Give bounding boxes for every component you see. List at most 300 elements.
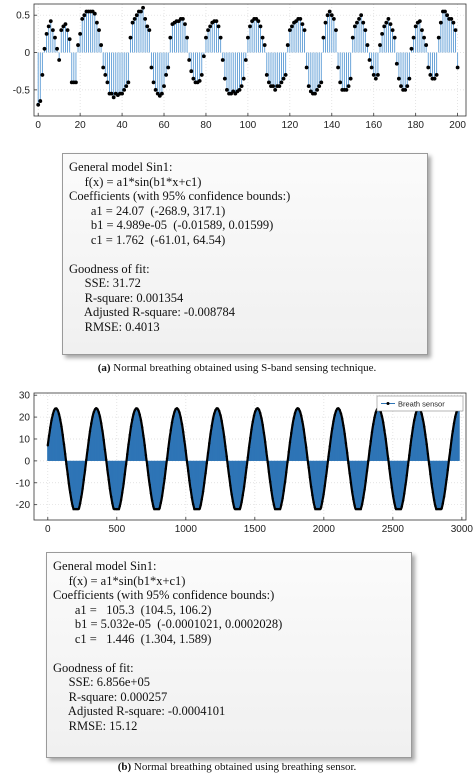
data-point [152,505,154,507]
data-point [427,453,429,455]
data-point [357,17,361,21]
data-point [206,28,210,32]
data-point [131,21,135,25]
data-point [207,452,209,454]
data-point [403,492,405,494]
data-point [230,493,232,495]
data-point [384,438,386,440]
data-point [185,36,189,40]
data-point [223,77,227,81]
data-point [244,476,246,478]
data-point [330,436,332,438]
data-point [261,424,263,426]
data-point [301,22,305,26]
data-point [428,463,430,465]
data-point [351,36,355,40]
data-point [290,432,292,434]
data-point [326,465,328,467]
data-point [79,502,81,504]
data-point [53,36,57,40]
data-point [420,413,422,415]
data-point [243,486,245,488]
data-point [122,88,126,92]
data-point [45,32,49,36]
legend-marker [387,402,390,405]
data-point [342,425,344,427]
data-point [171,421,173,423]
data-point [222,427,224,429]
data-point [298,17,302,21]
data-point [305,446,307,448]
data-point [66,473,68,475]
data-point [343,433,345,435]
y-tick-label: 0 [24,456,30,468]
data-point [177,408,179,410]
data-point [224,445,226,447]
stats-a-line: General model Sin1: [69,160,173,174]
data-point [192,503,194,505]
data-point [96,408,98,410]
data-point [48,435,50,437]
data-point [225,88,229,92]
data-point [242,494,244,496]
data-point [391,487,393,489]
data-point [449,449,451,451]
data-point [209,433,211,435]
data-point [38,99,42,103]
data-point [322,493,324,495]
data-point [353,25,357,29]
data-point [348,472,350,474]
data-point [330,13,334,17]
data-point [423,425,425,427]
data-point [154,88,158,92]
data-point [264,441,266,443]
data-point [103,73,107,77]
data-point [405,84,409,88]
data-point [399,84,403,88]
data-point [445,13,449,17]
data-point [338,81,342,85]
data-point [239,506,241,508]
data-point [168,438,170,440]
data-point [281,497,283,499]
x-tick-label: 120 [281,120,299,131]
data-point [381,415,383,417]
data-point [63,443,65,445]
caption-b-text: Normal breathing obtained using breathing sensor. [133,761,357,773]
data-point [335,410,337,412]
data-point [202,490,204,492]
data-point [439,21,443,25]
data-point [406,474,408,476]
data-point [217,25,221,29]
data-point [206,462,208,464]
data-point [83,479,85,481]
data-point [317,84,321,88]
data-point [51,28,55,32]
data-point [168,36,172,40]
data-point [178,411,180,413]
data-point [170,429,172,431]
y-tick-label: -10 [15,478,30,490]
stats-a-line: f(x) = a1*sin(b1*x+c1) [69,174,202,189]
stats-b-line: General model Sin1: [53,559,157,573]
data-point [350,482,352,484]
data-point [122,483,124,485]
x-tick-label: 200 [449,120,466,131]
data-point [286,43,290,47]
data-point [412,36,416,40]
legend [377,396,463,411]
data-point [186,460,188,462]
data-point [228,475,230,477]
data-point [145,25,149,29]
data-point [238,88,242,92]
data-point [260,417,262,419]
data-point [282,77,286,81]
data-point [361,21,365,25]
data-point [363,489,365,491]
data-point [428,73,432,77]
data-point [135,13,139,17]
data-point [309,476,311,478]
x-tick-label: 0 [45,524,51,535]
data-point [268,471,270,473]
data-point [127,443,129,445]
stats-a-line: Adjusted R-square: -0.008784 [69,305,235,320]
chart-b [0,388,474,538]
data-point [90,422,92,424]
data-point [158,507,160,509]
caption-a-label: (a) [97,362,111,374]
data-point [360,508,362,510]
data-point [82,13,86,17]
data-point [84,469,86,471]
y-tick-label: 0 [24,48,30,60]
data-point [76,43,80,47]
stats-b-line: c1 = 1.446 (1.304, 1.589) [53,631,212,646]
data-point [391,28,395,32]
data-point [105,458,107,460]
data-point [336,66,340,70]
data-point [141,6,145,10]
data-point [162,487,164,489]
data-point [443,10,447,14]
data-point [371,431,373,433]
data-point [367,460,369,462]
data-point [151,499,153,501]
data-point [147,28,151,32]
stats-a-line: Goodness of fit: [69,261,150,276]
data-point [393,502,395,504]
data-point [284,481,286,483]
data-point [270,489,272,491]
data-point [124,473,126,475]
data-point [290,25,294,29]
data-point [163,477,165,479]
data-point [273,504,275,506]
data-point [454,28,458,32]
data-point [433,499,435,501]
data-point [248,25,252,29]
data-point [407,77,411,81]
data-point [143,17,147,21]
x-tick-label: 3000 [450,524,473,535]
data-point [353,504,355,506]
stats-a-line: Coefficients (with 95% confidence bounds:) [69,189,291,204]
x-tick-label: 60 [158,120,170,131]
data-point [332,17,336,21]
caption-b [0,761,474,773]
data-point [414,25,418,29]
data-point [433,77,437,81]
data-point [329,445,331,447]
data-point [374,77,378,81]
stats-b-line: SSE: 6.856e+05 [53,675,150,690]
data-point [375,411,377,413]
y-tick-label: 10 [18,434,30,446]
data-point [347,462,349,464]
data-point [131,418,133,420]
data-point [112,95,116,99]
data-point [49,426,51,428]
data-point [402,500,404,502]
data-point [253,415,255,417]
data-point [361,503,363,505]
data-point [189,69,193,73]
data-point [271,84,275,88]
data-point [43,47,47,51]
data-point [325,475,327,477]
data-point [407,464,409,466]
data-point [218,410,220,412]
data-point [363,28,367,32]
data-point [225,455,227,457]
data-point [111,502,113,504]
data-point [254,410,256,412]
x-tick-label: 140 [323,120,341,131]
x-tick-label: 80 [200,120,212,131]
data-point [232,500,234,502]
data-point [164,73,168,77]
data-point [104,448,106,450]
data-point [62,434,64,436]
data-point [440,507,442,509]
data-point [345,88,349,92]
data-point [345,442,347,444]
data-point [80,17,84,21]
data-point [266,461,268,463]
data-point [422,418,424,420]
data-point [71,505,73,507]
stats-a-line: SSE: 31.72 [69,276,141,291]
data-point [277,84,281,88]
data-point [265,73,269,77]
data-point [139,413,141,415]
data-point [130,425,132,427]
data-point [191,496,193,498]
data-point [326,13,330,17]
data-point [271,497,273,499]
data-point [301,421,303,423]
data-point [288,451,290,453]
data-point [166,66,170,70]
caption-a [0,362,474,374]
data-point [376,73,380,77]
data-point [50,419,52,421]
data-point [265,451,267,453]
data-point [303,28,307,32]
data-point [189,488,191,490]
data-point [449,17,453,21]
data-point [120,92,124,96]
data-point [66,28,70,32]
data-point [98,411,100,413]
data-point [248,446,250,448]
data-point [200,73,204,77]
data-point [250,428,252,430]
data-point [418,19,422,23]
data-point [399,508,401,510]
data-point [229,485,231,487]
data-point [285,471,287,473]
data-point [240,501,242,503]
data-point [368,450,370,452]
data-point [208,25,212,29]
stats-a-line [69,248,421,262]
data-point [47,444,49,446]
data-point [445,479,447,481]
data-point [162,84,166,88]
data-point [311,494,313,496]
data-point [452,21,456,25]
data-point [340,412,342,414]
data-point [143,444,145,446]
caption-b-label: (b) [117,761,132,773]
data-point [384,21,388,25]
data-point [261,36,265,40]
data-point [109,488,111,490]
stats-b-line: RMSE: 15.12 [53,718,138,733]
data-point [240,84,244,88]
data-point [286,461,288,463]
data-point [142,435,144,437]
data-point [393,36,397,40]
data-point [80,496,82,498]
data-point [137,409,139,411]
data-point [387,17,391,21]
data-point [349,77,353,81]
data-point [366,470,368,472]
data-point [198,79,202,83]
data-point [283,490,285,492]
data-point [152,81,156,85]
data-point [184,450,186,452]
data-point [160,502,162,504]
data-point [91,416,93,418]
data-point [60,425,62,427]
data-point [370,440,372,442]
x-tick-label: 160 [365,120,383,131]
stats-b-line: b1 = 5.032e-05 (-0.0001021, 0.0002028) [53,617,283,632]
data-point [327,455,329,457]
data-point [182,431,184,433]
stats-box-a [62,153,428,355]
data-point [99,416,101,418]
data-point [378,43,382,47]
data-point [389,477,391,479]
x-tick-label: 2500 [381,524,404,535]
data-point [370,66,374,70]
x-tick-label: 100 [239,120,257,131]
data-point [55,47,59,51]
data-point [263,43,267,47]
data-point [267,81,271,85]
data-point [167,447,169,449]
data-point [300,415,302,417]
data-point [119,505,121,507]
data-point [430,483,432,485]
data-point [57,58,61,62]
data-point [359,13,363,17]
data-point [201,498,203,500]
x-tick-label: 2000 [312,524,335,535]
data-point [280,81,284,85]
data-point [315,88,319,92]
data-point [305,66,309,70]
data-point [65,463,67,465]
data-point [150,492,152,494]
stats-a-line: RMSE: 0.4013 [69,319,160,334]
data-point [456,66,460,70]
data-point [245,467,247,469]
y-tick-label: 30 [18,390,30,402]
data-point [150,66,154,70]
data-point [59,418,61,420]
data-point [299,410,301,412]
data-point [211,425,213,427]
data-point [409,444,411,446]
data-point [368,58,372,62]
data-point [387,457,389,459]
data-point [219,36,223,40]
data-point [397,77,401,81]
data-point [434,505,436,507]
data-point [289,441,291,443]
data-point [328,10,332,14]
data-point [304,437,306,439]
data-point [302,428,304,430]
data-point [188,479,190,481]
data-point [273,88,277,92]
data-point [172,415,174,417]
data-point [160,92,164,96]
data-point [395,62,399,66]
data-point [279,508,281,510]
data-point [351,490,353,492]
data-point [403,88,407,92]
data-point [249,437,251,439]
data-point [450,439,452,441]
y-tick-label: -20 [15,500,30,512]
data-point [256,19,260,23]
data-point [313,92,317,96]
caption-a-text: Normal breathing obtained using S-band sensing technique. [113,362,377,374]
data-point [58,413,60,415]
data-point [244,58,248,62]
stats-b-line: Goodness of fit: [53,660,134,675]
